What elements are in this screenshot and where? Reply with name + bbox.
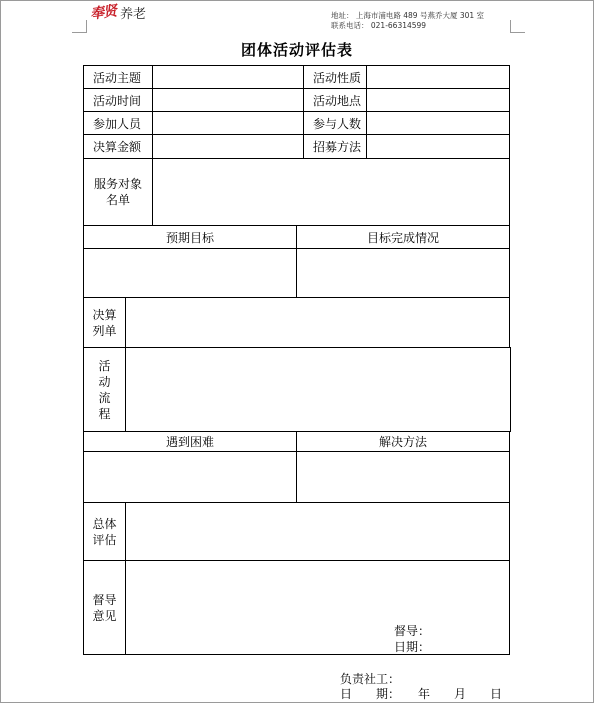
field-time[interactable] bbox=[152, 88, 304, 112]
header-solution: 解决方法 bbox=[296, 431, 510, 452]
header-goal-completion: 目标完成情况 bbox=[296, 225, 510, 249]
address-line: 地址： 上海市浦电路 489 号燕乔大厦 301 室 bbox=[331, 11, 485, 20]
crop-mark-left bbox=[72, 20, 87, 33]
label-budget-list: 决算 列单 bbox=[83, 297, 126, 348]
phone-line: 联系电话： 021-66314599 bbox=[331, 21, 427, 30]
field-service-list[interactable] bbox=[152, 158, 510, 226]
label-theme: 活动主题 bbox=[83, 65, 153, 89]
social-worker-label: 负责社工： bbox=[340, 672, 401, 686]
label-nature: 活动性质 bbox=[303, 65, 367, 89]
field-place[interactable] bbox=[366, 88, 510, 112]
field-theme[interactable] bbox=[152, 65, 304, 89]
header-difficulty: 遇到困难 bbox=[83, 431, 297, 452]
label-supervisor-opinion: 督导 意见 bbox=[83, 560, 126, 655]
label-overall-evaluation: 总体 评估 bbox=[83, 502, 126, 561]
label-recruit: 招募方法 bbox=[303, 134, 367, 159]
field-process[interactable] bbox=[125, 347, 511, 432]
logo-mark: 奉贤 bbox=[89, 3, 118, 23]
label-time: 活动时间 bbox=[83, 88, 153, 112]
field-budget-list[interactable] bbox=[125, 297, 510, 348]
label-service-list: 服务对象 名单 bbox=[83, 158, 153, 226]
field-solution[interactable] bbox=[296, 451, 510, 503]
form-title: 团体活动评估表 bbox=[240, 41, 353, 59]
logo-text: 养老 bbox=[120, 6, 147, 22]
field-overall-evaluation[interactable] bbox=[125, 502, 510, 561]
crop-mark-right bbox=[510, 20, 525, 33]
field-supervisor-opinion[interactable] bbox=[125, 560, 510, 655]
field-goal-completion[interactable] bbox=[296, 248, 510, 298]
header-expected-goal: 预期目标 bbox=[83, 225, 297, 249]
label-count: 参与人数 bbox=[303, 111, 367, 135]
label-process: 活 动 流 程 bbox=[83, 347, 126, 432]
field-recruit[interactable] bbox=[366, 134, 510, 159]
logo bbox=[90, 2, 146, 22]
field-difficulty[interactable] bbox=[83, 451, 297, 503]
footer-date-line: 日 期： 年 月 日 bbox=[340, 687, 503, 701]
field-count[interactable] bbox=[366, 111, 510, 135]
field-expected-goal[interactable] bbox=[83, 248, 297, 298]
field-nature[interactable] bbox=[366, 65, 510, 89]
label-participants: 参加人员 bbox=[83, 111, 153, 135]
supervisor-sign-label: 督导： bbox=[394, 624, 431, 638]
field-budget[interactable] bbox=[152, 134, 304, 159]
field-participants[interactable] bbox=[152, 111, 304, 135]
supervisor-date-label: 日期： bbox=[394, 640, 431, 654]
label-budget: 决算金额 bbox=[83, 134, 153, 159]
label-place: 活动地点 bbox=[303, 88, 367, 112]
